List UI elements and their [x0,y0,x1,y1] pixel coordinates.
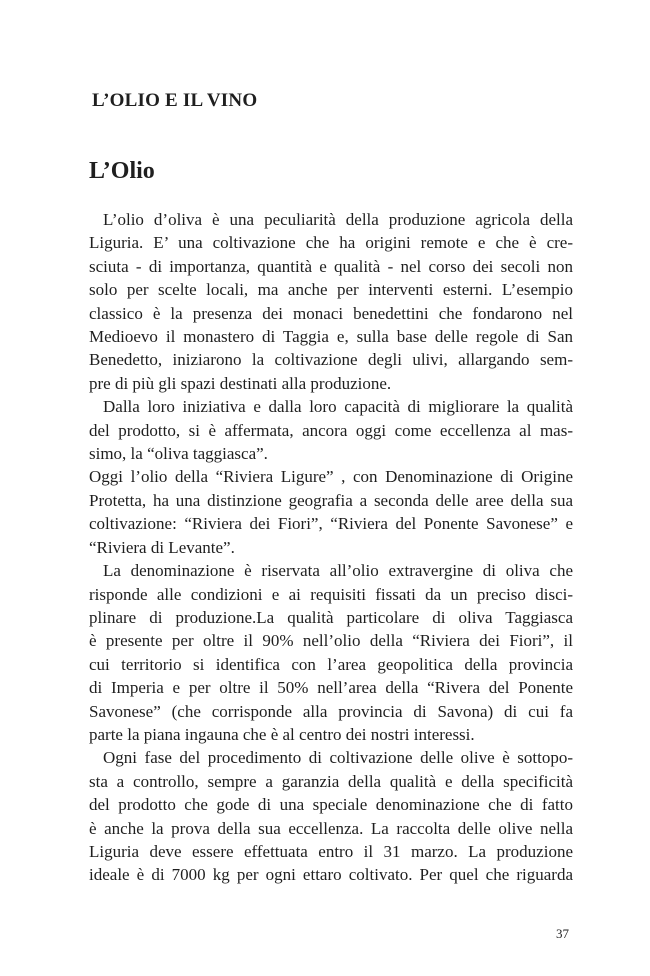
text-line: cui territorio si identifica con l’area geopolitica della provincia [89,654,573,674]
text-line: Liguria deve essere effettuata entro il 31 marzo. La produzione [89,841,573,861]
text-line: del prodotto, si è affermata, ancora oggi come eccellenza al mas- [89,420,573,440]
text-line: solo per scelte locali, ma anche per interventi esterni. L’esempio [89,280,573,300]
body-text [89,208,573,887]
text-line: Benedetto, iniziarono la coltivazione degli ulivi, allargando sem- [89,350,573,370]
text-line: Medioevo il monastero di Taggia e, sulla base delle regole di San [89,327,573,347]
paragraph [89,208,573,395]
text-line: Liguria. E’ una coltivazione che ha origini remote e che è cre- [89,233,573,253]
text-line: La denominazione è riservata all’olio extravergine di oliva che [103,561,573,581]
text-line: sciuta - di importanza, quantità e qualità - nel corso dei secoli non [89,256,573,276]
text-line: pre di più gli spazi destinati alla produzione. [89,373,392,393]
paragraph [89,746,573,886]
text-line: di Imperia e per oltre il 50% nell’area della “Rivera del Ponente [89,678,573,698]
text-line: Savonese” (che corrisponde alla provincia di Savona) di cui fa [89,701,573,721]
text-line: è anche la prova della sua eccellenza. La raccolta delle olive nella [89,818,573,838]
text-line: Dalla loro iniziativa e dalla loro capacità di migliorare la qualità [103,397,573,417]
text-line: ideale è di 7000 kg per ogni ettaro coltivato. Per quel che riguarda [89,865,573,885]
text-line: è presente per oltre il 90% nell’olio della “Riviera dei Fiori”, il [89,631,573,651]
text-line: sta a controllo, sempre a garanzia della qualità e della specificità [89,771,573,791]
text-line: classico è la presenza dei monaci benedettini che fondarono nel [89,303,573,323]
text-line: coltivazione: “Riviera dei Fiori”, “Riviera del Ponente Savonese” e [89,514,573,534]
text-line: parte la piana ingauna che è al centro dei nostri interessi. [89,724,475,744]
text-line: risponde alle condizioni e ai requisiti fissati da un preciso disci- [89,584,573,604]
text-line: plinare di produzione.La qualità particolare di oliva Taggiasca [89,607,573,627]
text-line: L’olio d’oliva è una peculiarità della produzione agricola della [103,210,573,229]
chapter-title: L’OLIO E IL VINO [92,90,258,111]
section-title: L’Olio [89,158,155,184]
paragraph [89,395,573,465]
text-line: Oggi l’olio della “Riviera Ligure” , con Denominazione di Origine [89,467,573,487]
text-line: del prodotto che gode di una speciale denominazione che di fatto [89,795,573,815]
text-line: simo, la “oliva taggiasca”. [89,444,268,464]
page-number: 37 [556,926,569,941]
text-line: Ogni fase del procedimento di coltivazione delle olive è sottopo- [103,748,573,768]
text-line: Protetta, ha una distinzione geografia a seconda delle aree della sua [89,490,573,510]
paragraph [89,465,573,559]
paragraph [89,559,573,746]
text-line: “Riviera di Levante”. [89,537,235,557]
